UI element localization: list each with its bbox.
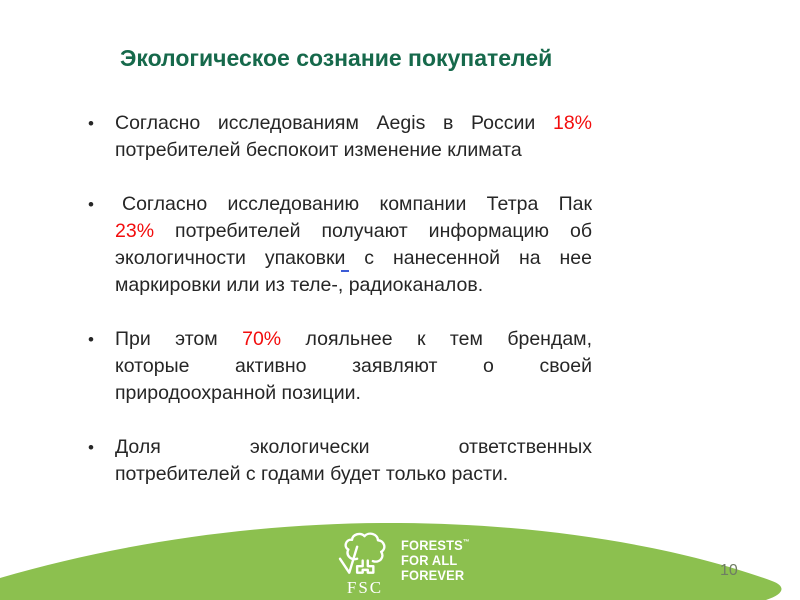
- bullet-text-line: [115, 353, 592, 380]
- bullet-text-segment: лояльнее к тем брендам,: [281, 328, 592, 350]
- bullet-text-segment: При этом: [115, 328, 243, 350]
- bullet-text-line: [115, 461, 592, 488]
- bullet-marker-icon: •: [88, 438, 94, 457]
- fsc-logo: [336, 531, 473, 596]
- bullet-text-segment: экологичности упаковки с нанесенной на нее: [115, 247, 592, 269]
- bullet-text-line: [115, 137, 592, 164]
- fsc-acronym-label: FSC: [346, 578, 384, 597]
- bullet-item: [88, 434, 592, 488]
- accent-percentage: 23%: [115, 220, 155, 242]
- bullet-text-segment: Согласно исследованию компании Тетра Пак: [122, 193, 592, 215]
- bullet-text-line: [115, 326, 592, 353]
- fsc-tree-checkmark-icon: [337, 531, 393, 581]
- bullet-text-line: [115, 191, 592, 218]
- bullet-text-line: [115, 245, 592, 272]
- bullet-text-segment: потребителей беспокоит изменение климата: [115, 139, 522, 161]
- bullet-text-line: [115, 218, 592, 245]
- bullet-marker-icon: •: [88, 195, 94, 214]
- bullet-text-segment: природоохранной позиции.: [115, 382, 361, 404]
- page-number: 10: [720, 562, 738, 579]
- bullet-text-segment: маркировки или из теле-, радиоканалов.: [115, 274, 484, 296]
- bullet-text: [115, 191, 592, 299]
- bullet-text-line: [115, 380, 592, 407]
- bullet-text: [115, 434, 592, 488]
- spellcheck-underline-mark: [341, 270, 349, 272]
- bullet-text-segment: Согласно исследованиям Aegis в России: [115, 112, 553, 134]
- bullet-text-line: [115, 434, 592, 461]
- fsc-slogan-line-1: FORESTS™: [401, 538, 470, 553]
- fsc-slogan: [401, 538, 470, 583]
- accent-percentage: 70%: [242, 328, 282, 350]
- bullet-list: [88, 110, 592, 488]
- bullet-text: [115, 110, 592, 164]
- bullet-item: [88, 191, 592, 299]
- bullet-text-segment: потребителей получают информацию об: [154, 220, 592, 242]
- bullet-text: [115, 326, 592, 407]
- bullet-text-line: [115, 110, 592, 137]
- bullet-text-line: [115, 272, 592, 299]
- bullet-text-segment: Доля экологически ответственных: [115, 436, 592, 458]
- bullet-item: [88, 110, 592, 164]
- bullet-marker-icon: •: [88, 114, 94, 133]
- bullet-item: [88, 326, 592, 407]
- bullet-text-segment: которые активно заявляют о своей: [115, 355, 592, 377]
- slide-title: Экологическое сознание покупателей: [120, 45, 553, 71]
- bullet-text-segment: потребителей с годами будет только расти.: [115, 463, 509, 485]
- fsc-slogan-line-2: FOR ALL: [401, 553, 458, 568]
- fsc-slogan-line-3: FOREVER: [401, 568, 465, 583]
- accent-percentage: 18%: [552, 112, 592, 134]
- bullet-marker-icon: •: [88, 330, 94, 349]
- trademark-symbol: ™: [462, 539, 470, 546]
